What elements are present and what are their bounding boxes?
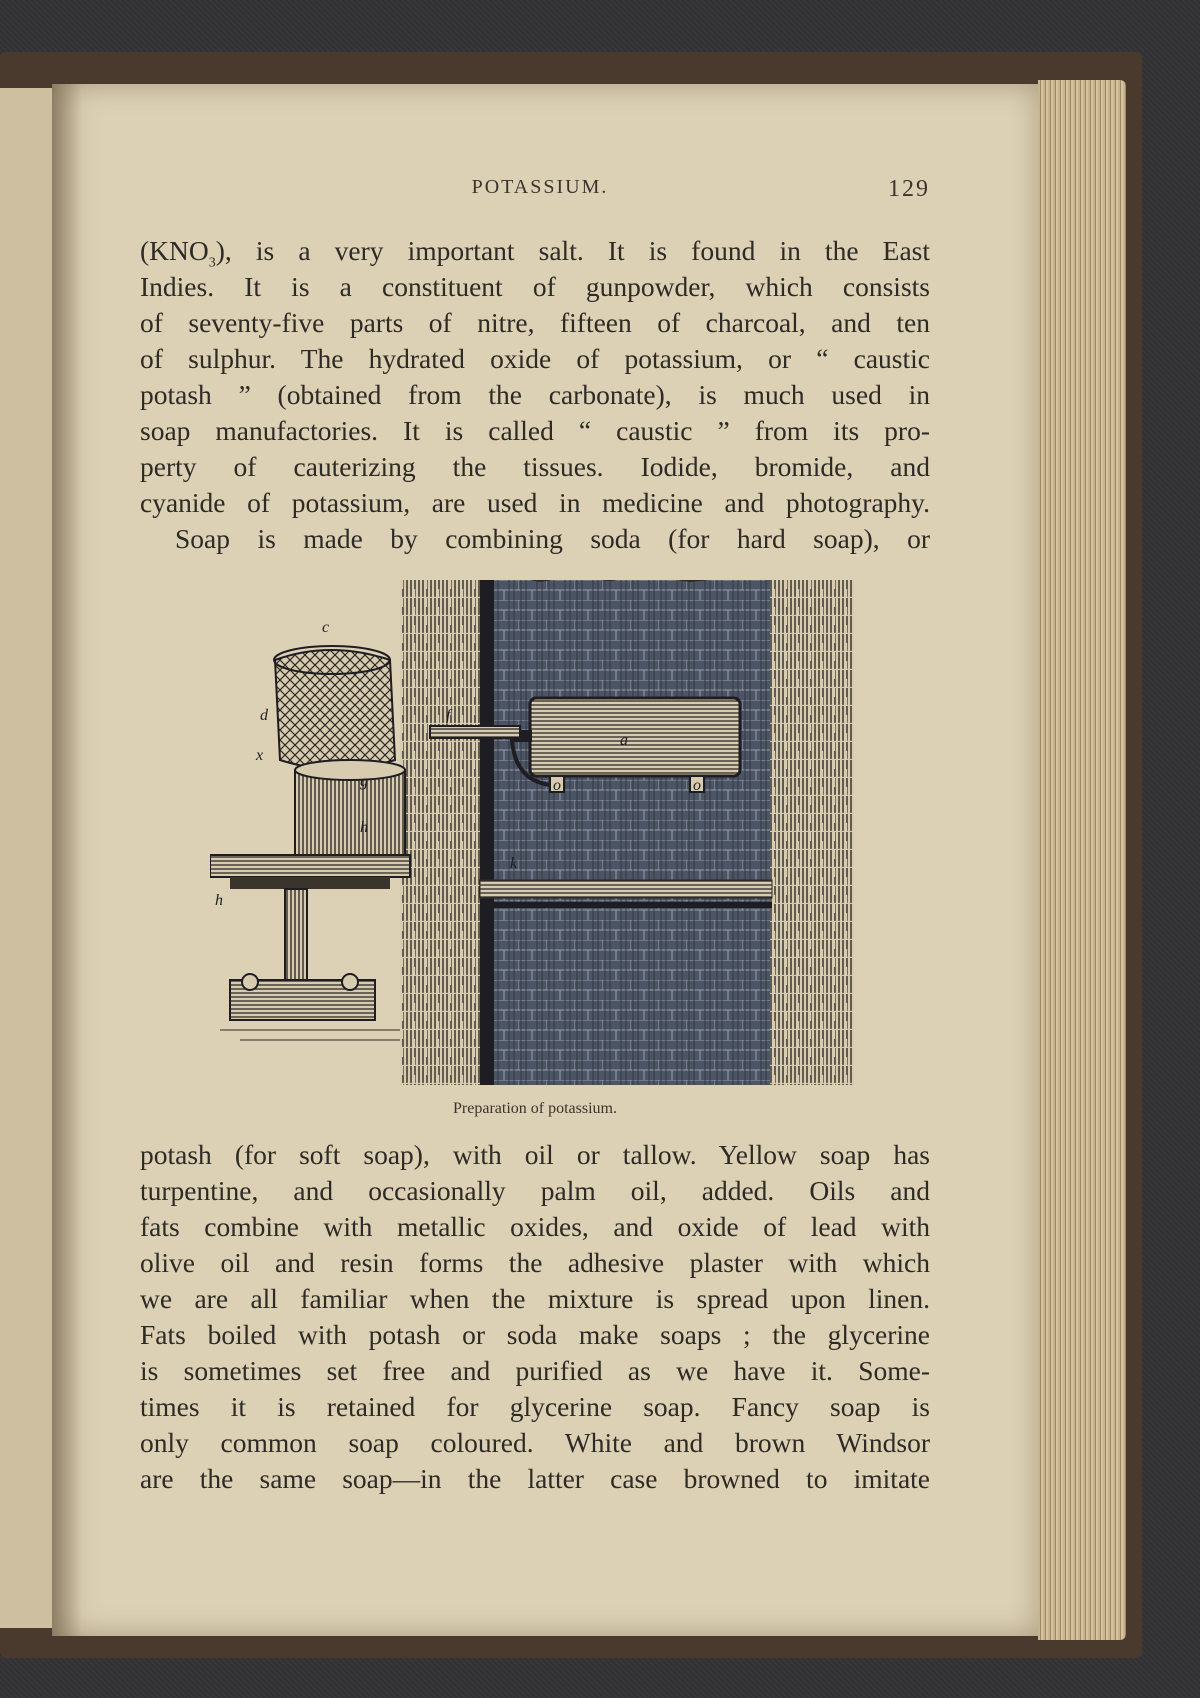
figure-label: d [260,707,268,724]
text-line: of sulphur. The hydrated oxide of potassium, or “ caustic [140,343,930,374]
previous-page-edge [0,88,54,1628]
page-header [140,172,940,212]
text-line: soap manufactories. It is called “ caustic ” from its pro- [140,415,930,446]
text-line: cyanide of potassium, are used in medicine and photography. [140,487,930,518]
figure-label: a [620,732,628,749]
text-line: of seventy-five parts of nitre, fifteen of charcoal, and ten [140,307,930,338]
text-line: perty of cauterizing the tissues. Iodide, bromide, and [140,451,930,482]
figure-label: o [553,777,561,794]
text-line: olive oil and resin forms the adhesive plaster with which [140,1247,930,1278]
figure-label: x [256,747,264,764]
text-line: potash ” (obtained from the carbonate), is much used in [140,379,930,410]
figure-label: o [693,777,701,794]
text-block-bottom [140,1137,930,1497]
running-head: POTASSIUM. [471,176,609,198]
page-edges [1038,80,1126,1640]
figure-label: g [360,773,368,790]
figure-label: h [215,892,223,909]
potassium-apparatus-illustration [210,580,860,1090]
text-line: turpentine, and occasionally palm oil, added. Oils and [140,1175,930,1206]
page-number: 129 [888,176,930,202]
figure-caption: Preparation of potassium. [453,1100,617,1117]
text-line: Soap is made by combining soda (for hard soap), or [175,523,930,554]
text-line: is sometimes set free and purified as we have it. Some- [140,1355,930,1386]
figure-label: f [446,707,451,724]
text-line: we are all familiar when the mixture is spread upon linen. [140,1283,930,1314]
text-line: are the same soap—in the latter case browned to imitate [140,1463,930,1494]
text-block-top [140,233,930,557]
figure-label: c [322,619,330,636]
text-line: times it is retained for glycerine soap. Fancy soap is [140,1391,930,1422]
figure-label: h [360,819,368,836]
text-line: Indies. It is a constituent of gunpowder, which consists [140,271,930,302]
text-line: $(KNO_3)$, is a very important salt. It is found in the East [140,235,930,271]
spine-shadow [52,84,82,1636]
text-line: fats combine with metallic oxides, and oxide of lead with [140,1211,930,1242]
text-line: potash (for soft soap), with oil or tallow. Yellow soap has [140,1139,930,1170]
text-line: only common soap coloured. White and brown Windsor [140,1427,930,1458]
text-line: Fats boiled with potash or soda make soaps ; the glycerine [140,1319,930,1350]
figure-label: k [510,855,518,872]
